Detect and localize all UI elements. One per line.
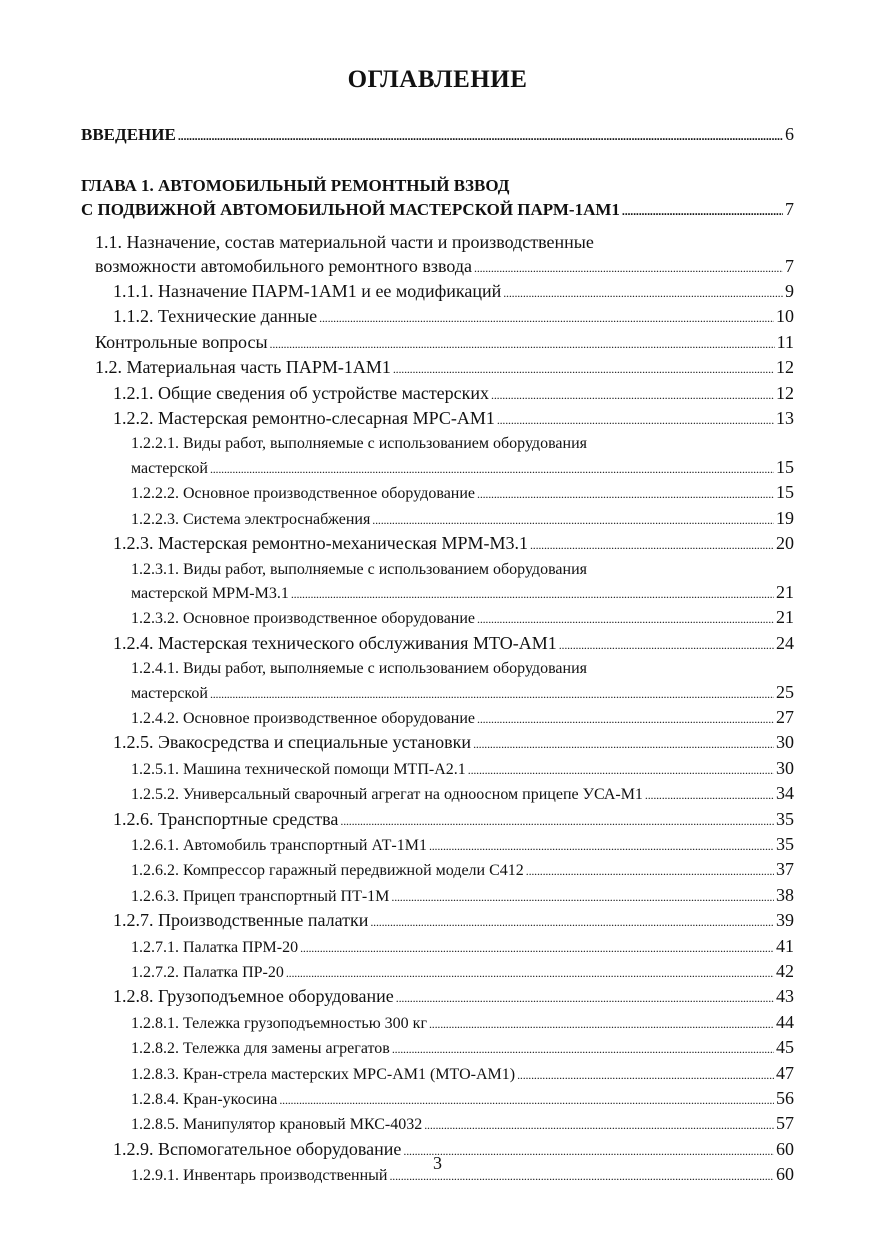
toc-entry-page: 42 <box>776 961 794 981</box>
toc-entry[interactable] <box>81 558 794 607</box>
dot-leader <box>429 834 774 858</box>
toc-entry[interactable] <box>81 1087 794 1112</box>
toc-entry-page: 39 <box>776 910 794 931</box>
toc-entry[interactable] <box>81 757 794 782</box>
toc-entry-title: 1.2.4.2. Основное производственное оборудование <box>131 709 476 727</box>
dot-leader <box>210 682 774 706</box>
toc-entry-title: 1.2.3.2. Основное производственное оборудование <box>131 610 476 628</box>
toc-entry-title: 1.2.5. Эвакосредства и специальные установки <box>113 732 472 753</box>
toc-entry-page: 20 <box>776 533 794 554</box>
toc-entry-title: 1.2.2. Мастерская ремонтно-слесарная МРС-АМ1 <box>113 408 495 429</box>
toc-entry-title-first-line: 1.2.4.1. Виды работ, выполняемые с использованием оборудования <box>131 660 587 678</box>
toc-entry-title: 1.2.6.2. Компрессор гаражный передвижной модели С412 <box>131 862 524 880</box>
toc-entry[interactable] <box>81 174 794 223</box>
toc-entry-title: 1.2.2.3. Система электроснабжения <box>131 510 371 528</box>
toc-entry-page: 21 <box>776 607 794 628</box>
dot-leader <box>372 508 774 532</box>
toc-entry-page: 25 <box>776 681 794 702</box>
dot-leader <box>391 885 774 909</box>
dot-leader <box>491 382 774 407</box>
toc-entry[interactable] <box>81 833 794 858</box>
toc-entry-page: 35 <box>776 833 794 854</box>
toc-entry-title: 1.2.1. Общие сведения об устройстве мастерских <box>113 382 490 403</box>
toc-entry[interactable] <box>81 280 794 305</box>
toc-entry[interactable] <box>81 432 794 481</box>
dot-leader <box>392 1037 774 1061</box>
toc-entry-title: 1.2.2.2. Основное производственное оборудование <box>131 485 476 503</box>
toc-entry-title: 1.2.6. Транспортные средства <box>113 808 339 829</box>
toc-entry[interactable] <box>81 632 794 657</box>
toc-entry[interactable] <box>81 1011 794 1036</box>
dot-leader <box>178 123 783 148</box>
toc-entry-page: 13 <box>776 408 794 429</box>
toc-entry-page: 21 <box>776 581 794 602</box>
toc-entry[interactable] <box>81 985 794 1010</box>
dot-leader <box>530 532 774 557</box>
toc-entry[interactable] <box>81 123 794 148</box>
toc-entry[interactable] <box>81 382 794 407</box>
toc-entry-title: С ПОДВИЖНОЙ АВТОМОБИЛЬНОЙ МАСТЕРСКОЙ ПАРМ-1АМ1 <box>81 199 620 219</box>
toc-entry[interactable] <box>81 808 794 833</box>
toc-entry-page: 9 <box>785 281 794 302</box>
toc-entry[interactable] <box>81 305 794 330</box>
toc-entry[interactable] <box>81 706 794 731</box>
dot-leader <box>477 707 774 731</box>
toc-entry-page: 34 <box>776 783 794 804</box>
dot-leader <box>210 457 774 481</box>
toc-entry-page: 41 <box>776 935 794 956</box>
toc-entry[interactable] <box>81 884 794 909</box>
toc-entry-title: 1.2.8.1. Тележка грузоподъемностью 300 кг <box>131 1014 427 1032</box>
toc-entry-title: 1.2.9. Вспомогательное оборудование <box>113 1138 402 1159</box>
toc-entry-page: 12 <box>776 382 794 403</box>
toc-entry-page: 27 <box>776 706 794 727</box>
page-number: 3 <box>433 1153 442 1173</box>
dot-leader <box>503 280 783 305</box>
toc-entry[interactable] <box>81 407 794 432</box>
dot-leader <box>473 731 774 756</box>
toc-entry[interactable] <box>81 507 794 532</box>
toc-entry-page: 30 <box>776 757 794 778</box>
toc-entry-title: 1.2.6.3. Прицеп транспортный ПТ-1М <box>131 887 390 905</box>
dot-leader <box>286 961 774 985</box>
toc-entry-title: ВВЕДЕНИЕ <box>81 125 176 144</box>
toc-entry-title-first-line: 1.2.3.1. Виды работ, выполняемые с использованием оборудования <box>131 560 587 578</box>
toc-entry-page: 60 <box>776 1164 794 1185</box>
toc-entry-title: возможности автомобильного ремонтного взвода <box>95 255 473 276</box>
toc-entry-title-first-line: ГЛАВА 1. АВТОМОБИЛЬНЫЙ РЕМОНТНЫЙ ВЗВОД <box>81 176 510 196</box>
toc-entry-page: 7 <box>785 198 794 219</box>
toc-entry-title: 1.2.8.3. Кран-стрела мастерских МРС-АМ1 (МТО-АМ1) <box>131 1065 516 1083</box>
dot-leader <box>396 985 774 1010</box>
toc-entry-title: 1.1.2. Технические данные <box>113 306 318 327</box>
toc-entry-title: 1.2.4. Мастерская технического обслуживания МТО-АМ1 <box>113 632 557 653</box>
dot-leader <box>622 198 783 223</box>
dot-leader <box>474 255 783 280</box>
toc-entry-title: Контрольные вопросы <box>95 331 268 352</box>
dot-leader <box>300 936 774 960</box>
toc-entry-title: 1.2.8.4. Кран-укосина <box>131 1091 278 1109</box>
toc-entry[interactable] <box>81 532 794 557</box>
toc-entry-page: 24 <box>776 632 794 653</box>
toc-entry[interactable] <box>81 657 794 706</box>
table-of-contents <box>81 123 794 1189</box>
toc-entry[interactable] <box>81 231 794 280</box>
toc-entry-title: 1.2.8.2. Тележка для замены агрегатов <box>131 1040 390 1058</box>
dot-leader <box>424 1113 774 1137</box>
toc-entry-title: 1.2.8. Грузоподъемное оборудование <box>113 986 394 1007</box>
dot-leader <box>517 1063 774 1087</box>
dot-leader <box>370 909 774 934</box>
toc-entry-title: 1.2.7.1. Палатка ПРМ-20 <box>131 938 299 956</box>
toc-entry-title: 1.2.7.2. Палатка ПР-20 <box>131 964 284 981</box>
dot-leader <box>270 331 775 356</box>
toc-entry-page: 6 <box>785 124 794 144</box>
toc-entry-title: 1.2.3. Мастерская ремонтно-механическая МРМ-М3.1 <box>113 533 528 554</box>
toc-entry-title-first-line: 1.2.2.1. Виды работ, выполняемые с использованием оборудования <box>131 435 587 453</box>
toc-entry-title: 1.2.7. Производственные палатки <box>113 910 369 931</box>
toc-entry-title: 1.2.5.2. Универсальный сварочный агрегат на одноосном прицепе УСА-М1 <box>131 786 643 804</box>
dot-leader <box>497 407 774 432</box>
page-title: ОГЛАВЛЕНИЕ <box>347 66 528 93</box>
toc-entry-page: 45 <box>776 1037 794 1058</box>
toc-entry[interactable] <box>81 1112 794 1137</box>
toc-entry-title: мастерской <box>131 684 208 702</box>
toc-entry-page: 37 <box>776 859 794 880</box>
toc-entry-page: 10 <box>776 306 794 327</box>
dot-leader <box>429 1012 774 1036</box>
dot-leader <box>319 305 774 330</box>
toc-entry[interactable] <box>81 481 794 506</box>
toc-entry-page: 43 <box>776 986 794 1007</box>
toc-entry-page: 47 <box>776 1062 794 1083</box>
toc-entry-title: 1.2.9.1. Инвентарь производственный <box>131 1167 388 1185</box>
toc-entry[interactable] <box>81 331 794 356</box>
dot-leader <box>477 607 774 631</box>
toc-entry[interactable] <box>81 1036 794 1061</box>
dot-leader <box>526 859 774 883</box>
dot-leader <box>468 758 774 782</box>
toc-entry-page: 11 <box>776 331 794 352</box>
dot-leader <box>477 482 774 506</box>
toc-entry-title: 1.2. Материальная часть ПАРМ-1АМ1 <box>95 357 391 378</box>
toc-entry-page: 56 <box>776 1088 794 1109</box>
toc-entry[interactable] <box>81 935 794 960</box>
toc-entry-page: 7 <box>785 255 794 276</box>
toc-entry-title: 1.2.5.1. Машина технической помощи МТП-А2.1 <box>131 760 466 778</box>
toc-entry-page: 30 <box>776 732 794 753</box>
toc-entry[interactable] <box>81 782 794 807</box>
dot-leader <box>291 582 774 606</box>
toc-entry-page: 35 <box>776 808 794 829</box>
dot-leader <box>340 808 774 833</box>
toc-entry[interactable] <box>81 960 794 985</box>
toc-entry[interactable] <box>81 1062 794 1087</box>
toc-entry-page: 12 <box>776 357 794 378</box>
toc-entry-page: 38 <box>776 884 794 905</box>
toc-entry[interactable] <box>81 606 794 631</box>
dot-leader <box>393 356 774 381</box>
toc-entry-title-first-line: 1.1. Назначение, состав материальной части и производственные <box>95 232 594 253</box>
dot-leader <box>645 783 774 807</box>
toc-entry-page: 57 <box>776 1113 794 1134</box>
toc-entry-page: 19 <box>776 507 794 528</box>
toc-entry-title: 1.2.8.5. Манипулятор крановый МКС-4032 <box>131 1116 423 1134</box>
dot-leader <box>559 632 774 657</box>
toc-entry[interactable] <box>81 356 794 381</box>
toc-entry-title: 1.2.6.1. Автомобиль транспортный АТ-1М1 <box>131 836 427 854</box>
dot-leader <box>279 1088 774 1112</box>
toc-entry-page: 60 <box>776 1138 794 1159</box>
toc-entry[interactable] <box>81 858 794 883</box>
toc-entry[interactable] <box>81 909 794 934</box>
toc-entry-title: 1.1.1. Назначение ПАРМ-1АМ1 и ее модификаций <box>113 281 502 302</box>
toc-entry-title: мастерской <box>131 459 208 477</box>
toc-entry-page: 15 <box>776 482 794 503</box>
toc-entry-page: 44 <box>776 1011 794 1032</box>
toc-entry-page: 15 <box>776 456 794 477</box>
toc-entry[interactable] <box>81 731 794 756</box>
toc-entry-title: мастерской МРМ-М3.1 <box>131 584 289 602</box>
